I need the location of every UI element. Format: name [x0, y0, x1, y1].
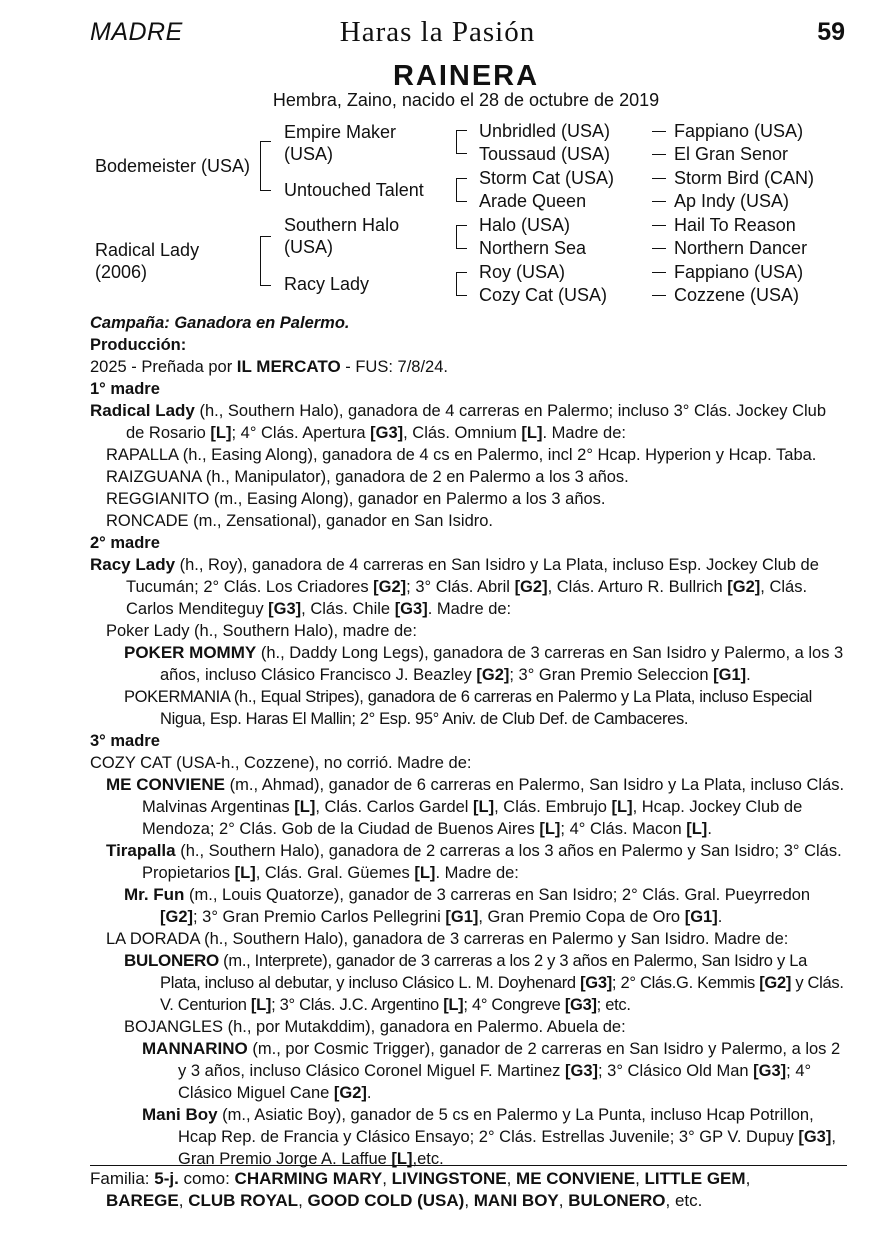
grade: [G3] [798, 1128, 832, 1146]
ped-gen4: Storm Bird (CAN) [674, 168, 815, 188]
ped-gen4: Hail To Reason [674, 215, 796, 235]
section-madre-3: 3° madre [90, 732, 160, 750]
grade: [G2] [514, 578, 548, 596]
ped-gen3: Storm Cat (USA) [479, 168, 615, 188]
text: (m., Ahmad), ganador de 6 carreras en Palermo, San Isidro y La Plata, incluso Clás. Malvinas Argentinas [142, 776, 845, 816]
grade: [L] [414, 864, 436, 882]
text: , Clás. Carlos Menditeguy [126, 578, 808, 618]
text: ; 3° Clás. Abril [406, 578, 515, 596]
family-horse: LIVINGSTONE [391, 1169, 507, 1188]
text: , Clás. Gral. Güemes [255, 864, 415, 882]
grade: [G3] [268, 600, 302, 618]
bracket [456, 130, 467, 154]
ped-gen2: Untouched Talent [284, 180, 424, 200]
ped-gen3: Toussaud (USA) [479, 144, 611, 164]
campaign: Campaña: Ganadora en Palermo. [90, 314, 350, 332]
ped-gen2: Southern Halo (USA) [284, 215, 400, 257]
grade: [G1] [684, 908, 718, 926]
offspring [90, 840, 847, 884]
horse-name: Tirapalla [106, 841, 176, 860]
text: ; 4° Clás. Apertura [231, 424, 371, 442]
dam-entry: COZY CAT (USA-h., Cozzene), no corrió. Madre de: [90, 754, 472, 772]
dash [652, 248, 666, 249]
grade: [G3] [370, 424, 404, 442]
text: . [717, 908, 723, 926]
text: , Clás. Chile [301, 600, 395, 618]
sep: , [558, 1191, 569, 1210]
grade: [G2] [759, 974, 792, 992]
dash [652, 295, 666, 296]
horse-name: BULONERO [124, 951, 219, 970]
text: (h., Daddy Long Legs), ganadora de 3 carreras en San Isidro y Palermo, a los 3 años, incluso Clásico Francisco J. Beazley [160, 644, 844, 684]
grade: [L] [391, 1150, 413, 1168]
ped-dam: Radical Lady (2006) [95, 240, 200, 282]
text: , Clás. Arturo R. Bullrich [547, 578, 728, 596]
dash [652, 225, 666, 226]
offspring: REGGIANITO (m., Easing Along), ganador en Palermo a los 3 años. [106, 490, 606, 508]
text: ; 3° Clás. J.C. Argentino [271, 996, 444, 1014]
ped-gen3: Unbridled (USA) [479, 121, 611, 141]
grade: [G2] [160, 908, 193, 926]
ped-gen4: Fappiano (USA) [674, 262, 804, 282]
offspring: RONCADE (m., Zensational), ganador en San Isidro. [106, 512, 494, 530]
text: (h., Southern Halo), ganadora de 4 carreras en Palermo; incluso 3° Clás. Jockey Club de Rosario [126, 402, 827, 442]
ped-gen3: Halo (USA) [479, 215, 571, 235]
family-horse: CHARMING MARY [234, 1169, 383, 1188]
offspring: BOJANGLES (h., por Mutakddim), ganadora en Palermo. Abuela de: [124, 1018, 626, 1036]
dam-name: Radical Lady [90, 401, 195, 420]
production-label: Producción: [90, 336, 187, 354]
section-label: MADRE [90, 18, 183, 46]
grade: [L] [210, 424, 232, 442]
text: . Madre de: [542, 424, 626, 442]
offspring: POKERMANIA (h., Equal Stripes), ganadora de 6 carreras en Palermo y La Plata, incluso Especial Nigua, Esp. Haras El Mallin; 2° Esp. 95° Aniv. de Club Def. de Cambaceres. [124, 688, 812, 728]
horse-subtitle: Hembra, Zaino, nacido el 28 de octubre de 2019 [272, 90, 660, 110]
family-line [90, 1168, 847, 1212]
dash [652, 272, 666, 273]
text: . [746, 666, 751, 684]
dash [652, 178, 666, 179]
text: , etc. [665, 1191, 703, 1210]
text: , Clás. Carlos Gardel [315, 798, 474, 816]
grade: [L] [521, 424, 543, 442]
sep: , [745, 1169, 751, 1188]
sep: , [298, 1191, 308, 1210]
grade: [L] [250, 996, 272, 1014]
grade: [L] [611, 798, 633, 816]
ped-gen3: Roy (USA) [479, 262, 566, 282]
stallion-name: IL MERCATO [236, 357, 341, 376]
bracket [456, 272, 467, 296]
bracket [456, 178, 467, 202]
grade: [G1] [445, 908, 479, 926]
sep: , [464, 1191, 474, 1210]
text: ; 3° Gran Premio Carlos Pellegrini [193, 908, 446, 926]
text: , Clás. Embrujo [494, 798, 612, 816]
grade: [G3] [564, 996, 597, 1014]
text: y Clás. V. Centurion [160, 974, 844, 1014]
text: ; 2° Clás.G. Kemmis [611, 974, 760, 992]
text: (m., Louis Quatorze), ganador de 3 carreras en San Isidro; 2° Clás. Gral. Pueyrredon [184, 886, 811, 904]
family-horse: BULONERO [568, 1191, 666, 1210]
bracket [260, 141, 271, 191]
grade: [G2] [727, 578, 761, 596]
text: (m., Interprete), ganador de 3 carreras a los 2 y 3 años en Palermo, San Isidro y La Plata, incluso al debutar, y incluso Clásico L. M. Doyhenard [160, 952, 807, 992]
ped-gen2: Racy Lady [284, 274, 370, 294]
text: como: [178, 1169, 235, 1188]
page-number: 59 [817, 18, 845, 46]
divider [90, 1165, 847, 1166]
grade: [G3] [580, 974, 612, 992]
horse-name: POKER MOMMY [124, 643, 257, 662]
text: ; 3° Clásico Old Man [598, 1062, 754, 1080]
text: ; etc. [596, 996, 631, 1014]
text: . Madre de: [427, 600, 512, 618]
offspring: RAPALLA (h., Easing Along), ganadora de 4 cs en Palermo, incl 2° Hcap. Hyperion y Hcap. Taba. [106, 446, 817, 464]
family-horse: GOOD COLD (USA) [307, 1191, 465, 1210]
offspring [90, 642, 847, 686]
grade: [G2] [476, 666, 510, 684]
text: . [707, 820, 712, 838]
ped-gen4: Northern Dancer [674, 238, 808, 258]
bracket [260, 236, 271, 286]
grade: [L] [443, 996, 464, 1014]
text: ; 4° Clásico Miguel Cane [178, 1062, 812, 1102]
text: , Gran Premio Jorge A. Laffue [178, 1128, 836, 1168]
text: , Gran Premio Copa de Oro [478, 908, 685, 926]
text: 2025 - Preñada por [90, 358, 237, 376]
horse-name: RAINERA [392, 60, 540, 92]
text: - FUS: 7/8/24. [340, 358, 448, 376]
production-line [90, 356, 847, 378]
catalog-body [90, 312, 847, 1170]
family-horse: LITTLE GEM [644, 1169, 746, 1188]
offspring [90, 1038, 847, 1104]
text: ,etc. [412, 1150, 444, 1168]
ped-gen3: Northern Sea [479, 238, 587, 258]
grade: [G3] [565, 1062, 599, 1080]
sep: , [635, 1169, 645, 1188]
grade: [L] [686, 820, 708, 838]
sep: , [382, 1169, 392, 1188]
family-horse: ME CONVIENE [516, 1169, 636, 1188]
dam-entry [90, 554, 847, 620]
family-number: 5-j. [154, 1169, 179, 1188]
dam-name: Racy Lady [90, 555, 176, 574]
ped-gen3: Arade Queen [479, 191, 587, 211]
sep: , [506, 1169, 517, 1188]
horse-name: Mr. Fun [124, 885, 185, 904]
ped-gen4: Cozzene (USA) [674, 285, 800, 305]
dash [652, 131, 666, 132]
horse-name: Mani Boy [142, 1105, 218, 1124]
grade: [L] [539, 820, 561, 838]
dam-entry [90, 400, 847, 444]
horse-name: MANNARINO [142, 1039, 248, 1058]
ped-sire: Bodemeister (USA) [95, 156, 251, 176]
section-madre-2: 2° madre [90, 534, 160, 552]
offspring [90, 950, 847, 1016]
text: . Madre de: [435, 864, 519, 882]
dash [652, 154, 666, 155]
horse-name: ME CONVIENE [106, 775, 226, 794]
grade: [L] [473, 798, 495, 816]
grade: [L] [234, 864, 256, 882]
offspring: Poker Lady (h., Southern Halo), madre de: [106, 622, 417, 640]
text: ; 3° Gran Premio Seleccion [509, 666, 714, 684]
ped-gen4: Fappiano (USA) [674, 121, 804, 141]
ped-gen4: Ap Indy (USA) [674, 191, 790, 211]
ped-gen2: Empire Maker (USA) [284, 122, 397, 164]
text: (m., Asiatic Boy), ganador de 5 cs en Palermo y La Punta, incluso Hcap Potrillon, Hcap Rep. de Francia y Clásico Ensayo; 2° Clás. Estrellas Juvenile; 3° GP V. Dupuy [178, 1106, 814, 1146]
section-madre-1: 1° madre [90, 380, 160, 398]
offspring: RAIZGUANA (h., Manipulator), ganadora de 2 en Palermo a los 3 años. [106, 468, 629, 486]
text: . [366, 1084, 372, 1102]
family-horse: CLUB ROYAL [188, 1191, 299, 1210]
offspring: LA DORADA (h., Southern Halo), ganadora de 3 carreras en Palermo y San Isidro. Madre de: [106, 930, 789, 948]
offspring [90, 774, 847, 840]
text: (h., Roy), ganadora de 4 carreras en San Isidro y La Plata, incluso Esp. Jockey Club de Tucumán; 2° Clás. Los Criadores [126, 556, 819, 596]
text: ; 4° Clás. Macon [560, 820, 687, 838]
family-label: Familia: [90, 1169, 155, 1188]
family-horse: MANI BOY [473, 1191, 559, 1210]
text: (m., por Cosmic Trigger), ganador de 2 carreras en San Isidro y Palermo, a los 2 y 3 años, incluso Clásico Coronel Miguel F. Martinez [178, 1040, 841, 1080]
farm-title: Haras la Pasión [339, 16, 536, 48]
text: (h., Southern Halo), ganadora de 2 carreras a los 3 años en Palermo y San Isidro; 3° Clás. Propietarios [142, 842, 842, 882]
family-horse: BAREGE [106, 1191, 179, 1210]
grade: [G2] [373, 578, 407, 596]
grade: [L] [294, 798, 316, 816]
ped-gen3: Cozy Cat (USA) [479, 285, 608, 305]
sep: , [178, 1191, 189, 1210]
text: , Clás. Omnium [403, 424, 522, 442]
ped-gen4: El Gran Senor [674, 144, 789, 164]
grade: [G1] [713, 666, 747, 684]
offspring [90, 1104, 847, 1170]
text: ; 4° Congreve [463, 996, 565, 1014]
bracket [456, 225, 467, 249]
offspring [90, 884, 847, 928]
dash [652, 201, 666, 202]
text: , Hcap. Jockey Club de Mendoza; 2° Clás. Gob de la Ciudad de Buenos Aires [142, 798, 803, 838]
grade: [G3] [394, 600, 428, 618]
grade: [G3] [753, 1062, 787, 1080]
grade: [G2] [333, 1084, 367, 1102]
